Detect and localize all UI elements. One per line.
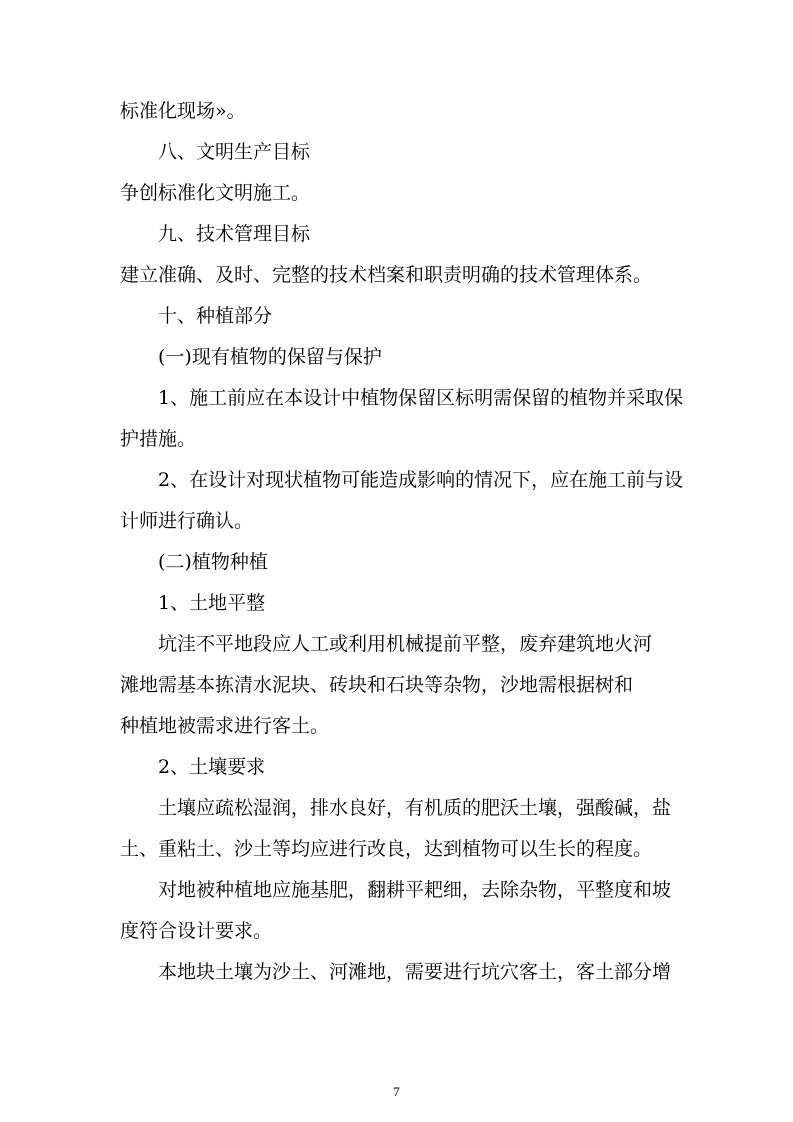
text-line: 滩地需基本拣清水泥块、砖块和石块等杂物，沙地需根据树和: [120, 674, 634, 696]
text-line: 计师进行确认。: [120, 510, 254, 532]
text-line: 标准化现场»。: [120, 100, 246, 122]
text-line: 2、在设计对现状植物可能造成影响的情况下，应在施工前与设: [158, 469, 684, 491]
section-heading: 十、种植部分: [158, 305, 273, 327]
item-heading: 1、土地平整: [158, 592, 266, 614]
text-line: 土、重粘土、沙土等均应进行改良，达到植物可以生长的程度。: [120, 838, 653, 860]
text-line: 对地被种植地应施基肥，翻耕平耙细，去除杂物，平整度和坡: [158, 879, 672, 901]
text-line: 坑洼不平地段应人工或利用机械提前平整，废弃建筑地火河: [158, 633, 653, 655]
page-number: 7: [393, 1084, 400, 1099]
text-line: 护措施。: [120, 428, 197, 450]
text-line: 土壤应疏松湿润，排水良好，有机质的肥沃土壤，强酸碱，盐: [158, 797, 672, 819]
text-line: 种植地被需求进行客土。: [120, 715, 330, 737]
subsection-heading: (二)植物种植: [158, 551, 268, 573]
section-heading: 九、技术管理目标: [158, 223, 311, 245]
item-heading: 2、土壤要求: [158, 756, 266, 778]
subsection-heading: (一)现有植物的保留与保护: [158, 346, 382, 368]
text-line: 度符合设计要求。: [120, 920, 273, 942]
text-line: 争创标准化文明施工。: [120, 182, 311, 204]
text-line: 建立准确、及时、完整的技术档案和职责明确的技术管理体系。: [120, 264, 653, 286]
text-line: 本地块土壤为沙土、河滩地，需要进行坑穴客土，客土部分增: [158, 961, 672, 983]
section-heading: 八、文明生产目标: [158, 141, 311, 163]
text-line: 1、施工前应在本设计中植物保留区标明需保留的植物并采取保: [158, 387, 684, 409]
